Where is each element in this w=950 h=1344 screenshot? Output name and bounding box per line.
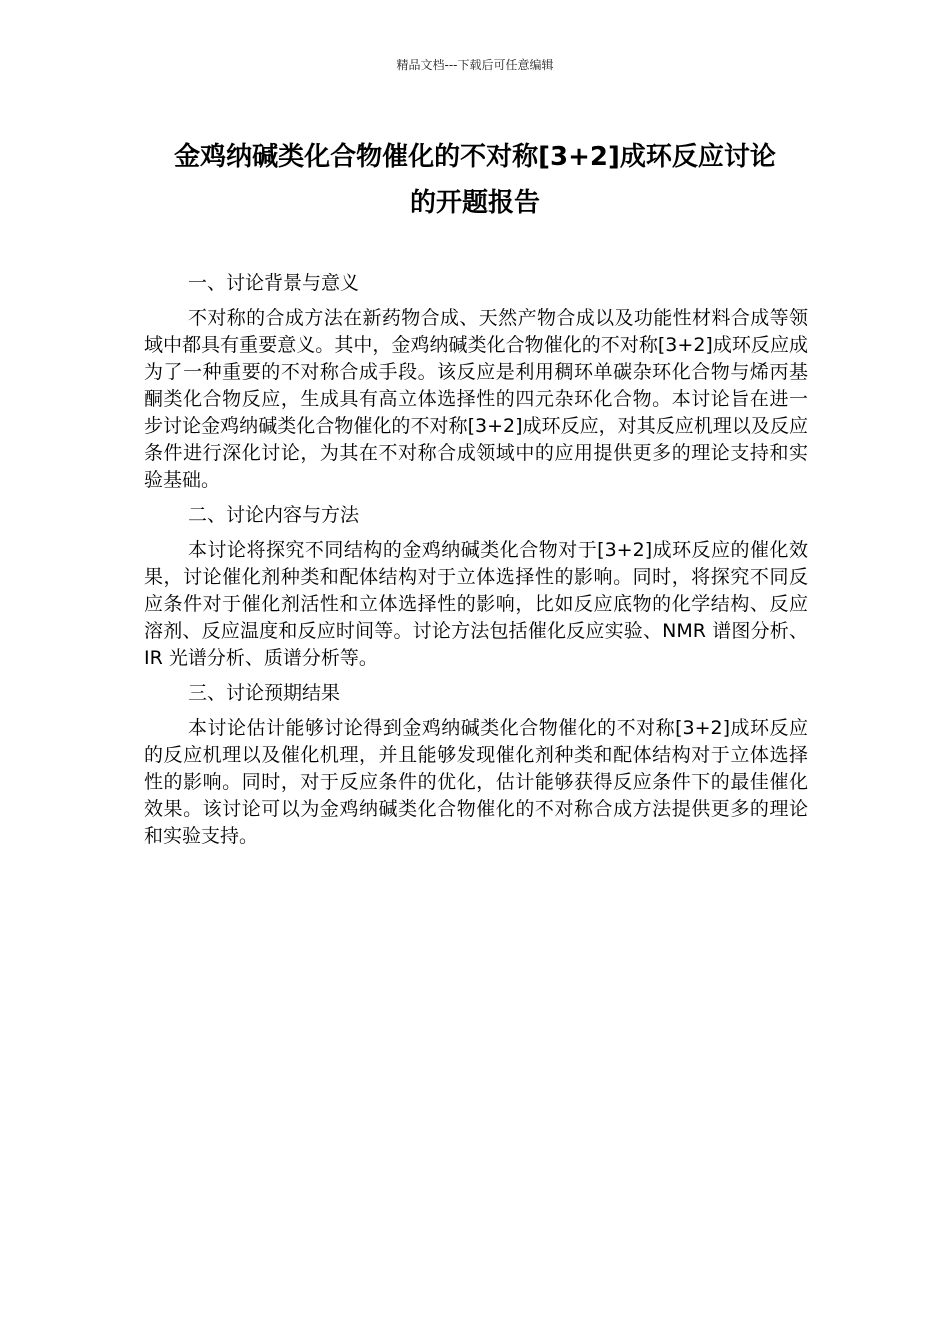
- title-line-1: 金鸡纳碱类化合物催化的不对称[3+2]成环反应讨论: [174, 142, 776, 172]
- document-body: [144, 270, 808, 858]
- section-expected-results: [144, 680, 808, 850]
- section-heading: 一、讨论背景与意义: [188, 272, 360, 294]
- section-background: [144, 270, 808, 494]
- title-line-2: 的开题报告: [409, 188, 540, 218]
- section-paragraph: 本讨论估计能够讨论得到金鸡纳碱类化合物催化的不对称[3+2]成环反应的反应机理以及催化机理，并且能够发现催化剂种类和配体结构对于立体选择性的影响。同时，对于反应条件的优化，估计能够获得反应条件下的最佳催化效果。该讨论可以为金鸡纳碱类化合物催化的不对称合成方法提供更多的理论和实验支持。: [144, 717, 808, 847]
- section-heading: 二、讨论内容与方法: [188, 504, 360, 526]
- section-paragraph: 不对称的合成方法在新药物合成、天然产物合成以及功能性材料合成等领域中都具有重要意义。其中，金鸡纳碱类化合物催化的不对称[3+2]成环反应成为了一种重要的不对称合成手段。该反应是利用稠环单碳杂环化合物与烯丙基酮类化合物反应，生成具有高立体选择性的四元杂环化合物。本讨论旨在进一步讨论金鸡纳碱类化合物催化的不对称[3+2]成环反应，对其反应机理以及反应条件进行深化讨论，为其在不对称合成领域中的应用提供更多的理论支持和实验基础。: [144, 307, 808, 491]
- section-heading: 三、讨论预期结果: [188, 682, 341, 704]
- document-title: [140, 134, 810, 226]
- header-note: 精品文档---下载后可任意编辑: [396, 58, 554, 72]
- section-content-methods: [144, 502, 808, 672]
- section-paragraph: 本讨论将探究不同结构的金鸡纳碱类化合物对于[3+2]成环反应的催化效果，讨论催化剂种类和配体结构对于立体选择性的影响。同时，将探究不同反应条件对于催化剂活性和立体选择性的影响，比如反应底物的化学结构、反应溶剂、反应温度和反应时间等。讨论方法包括催化反应实验、NMR 谱图分析、IR 光谱分析、质谱分析等。: [144, 539, 808, 669]
